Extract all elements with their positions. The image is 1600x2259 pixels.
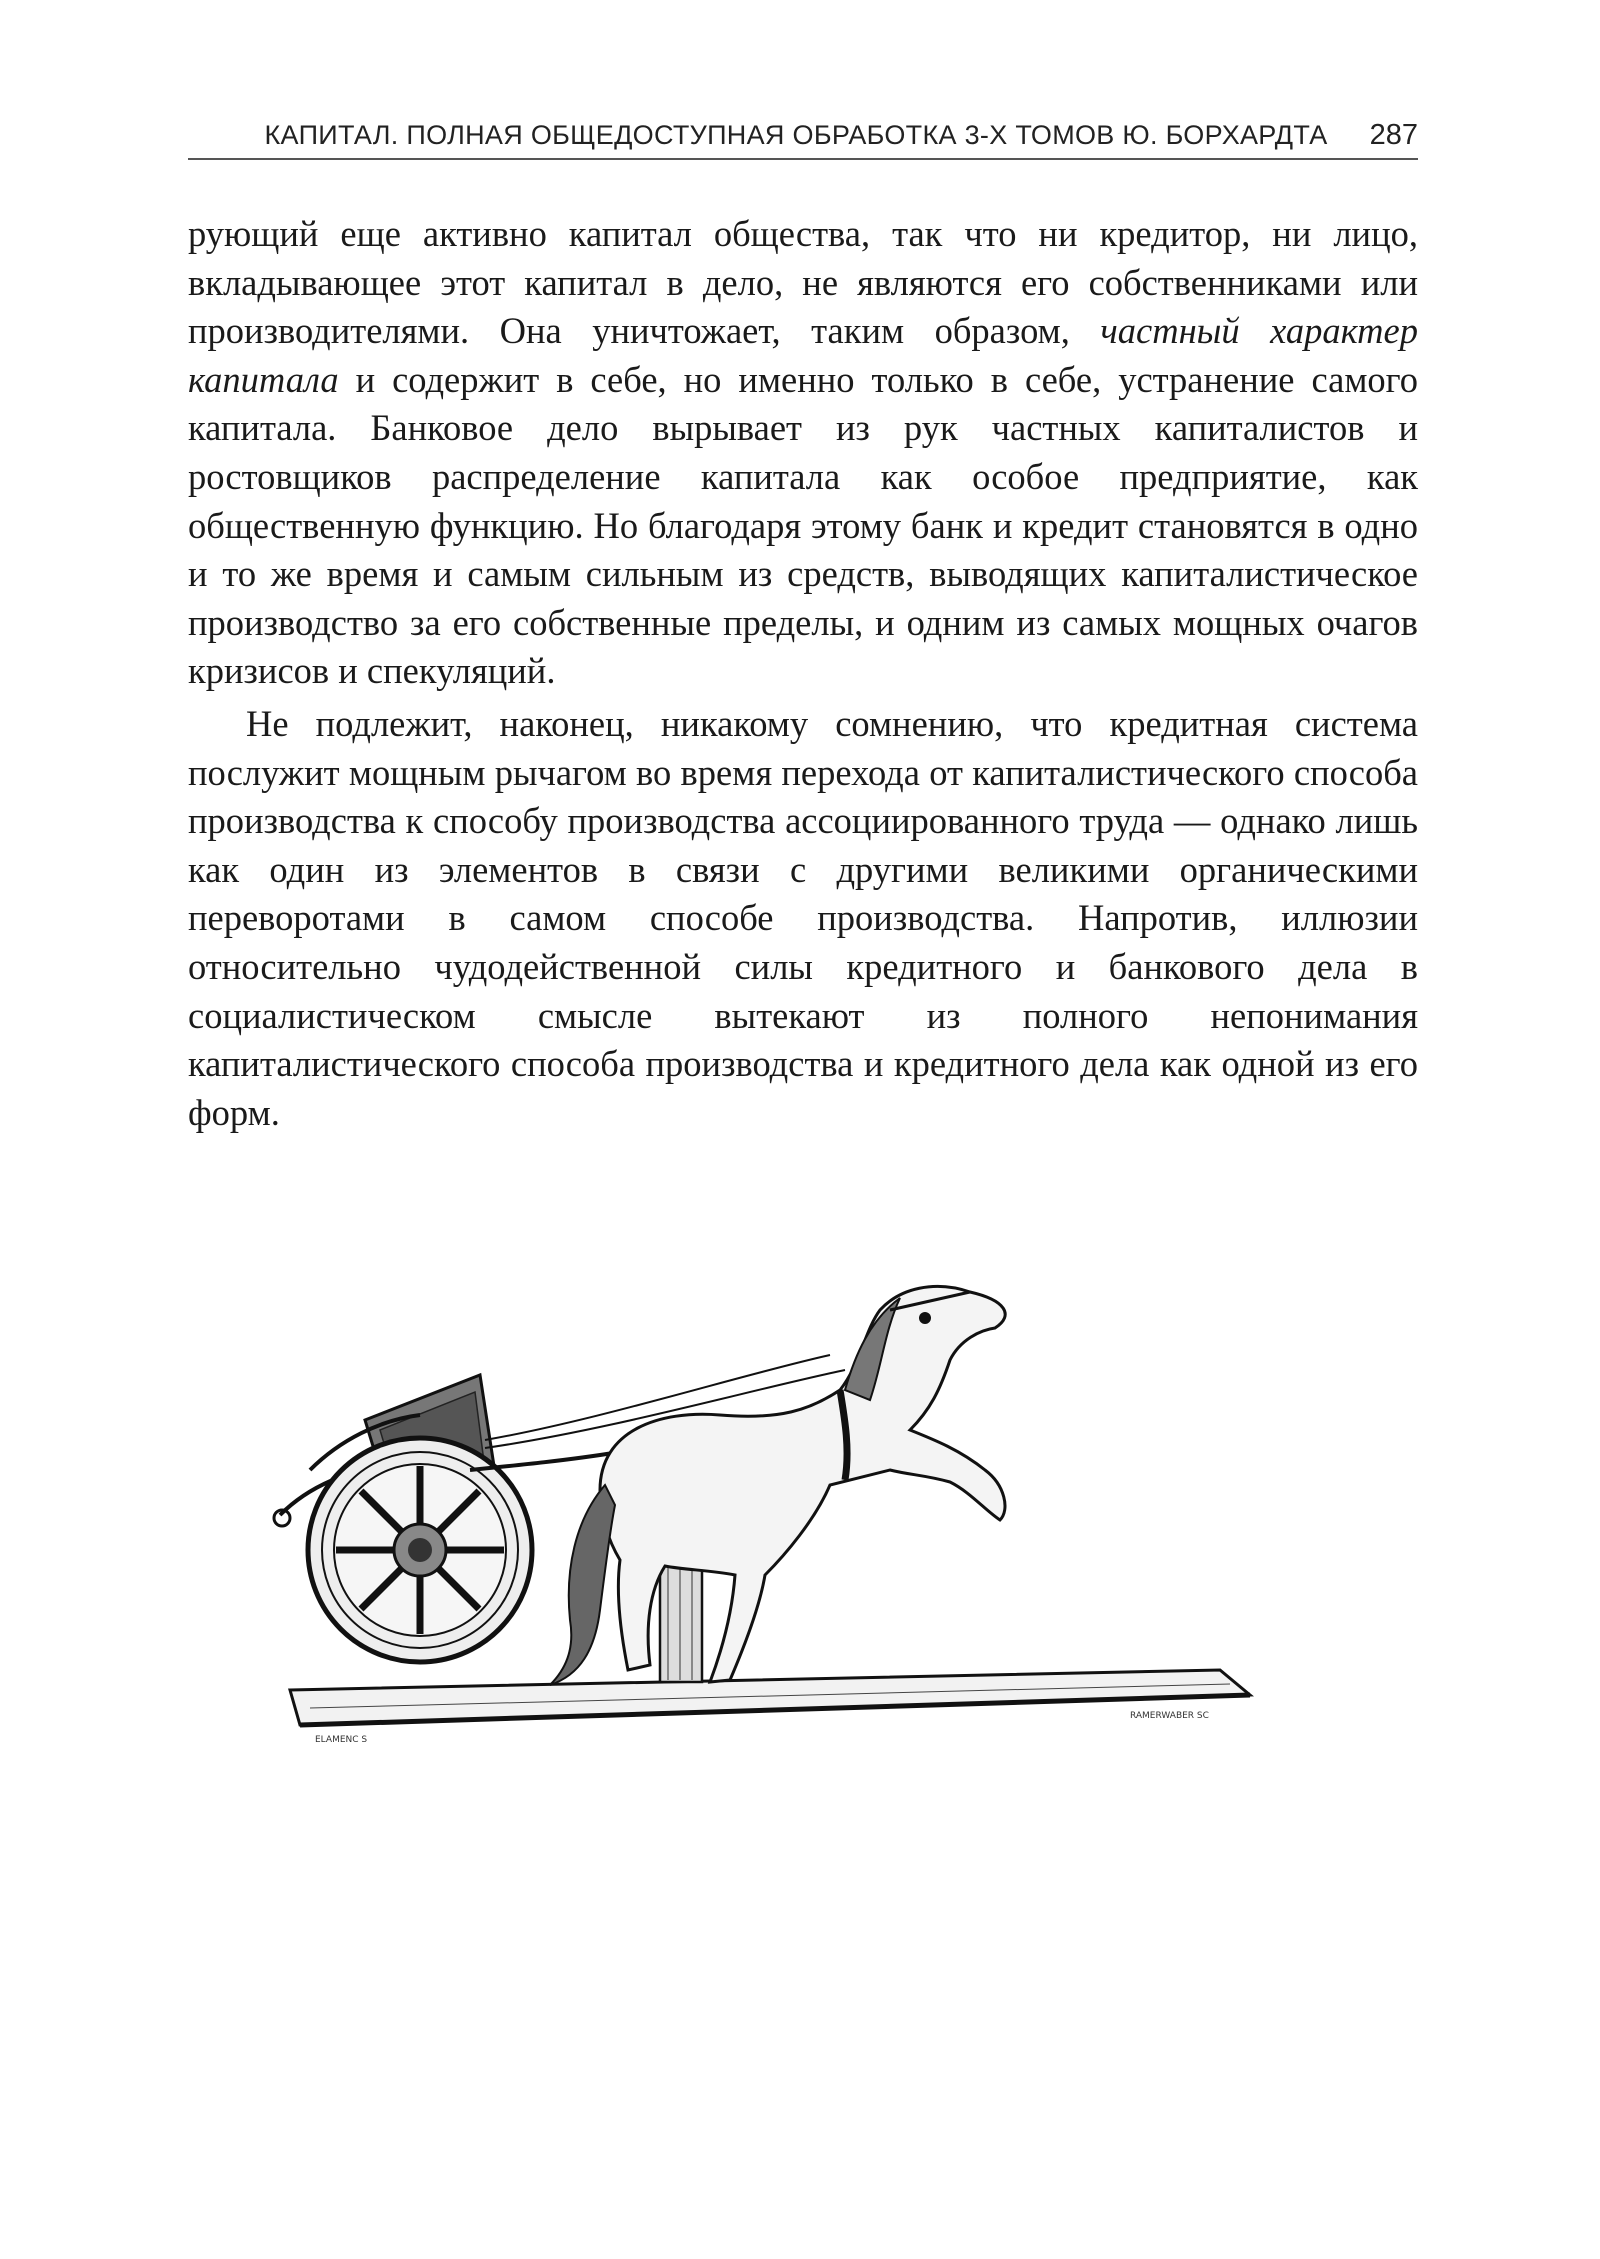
paragraph-1-part-a: рующий еще активно капитал общества, так что ни кредитор, ни лицо, вкладывающее этот капитал в дело, не являются его собственниками или производителями. Она уничтожает, таким образом, xyxy=(188,213,1418,352)
engraver-credit-right: RAMERWABER SC xyxy=(1130,1711,1209,1721)
paragraph-2: Не подлежит, наконец, никакому сомнению, что кредитная система послужит мощным рычагом во время перехода от капиталистического способа производства к способу производства ассоциированного труда — однако лишь как один из элементов в связи с другими великими органическими переворотами в самом способе производства. Напротив, иллюзии относительно чудодейственной силы кредитного и банкового дела в социалистическом смысле вытекают из полного непонимания капиталистического способа производства и кредитного дела как одной из его форм. xyxy=(188,702,1418,1133)
chariot-engraving xyxy=(270,1270,1310,1780)
chariot-illustration xyxy=(270,1270,1310,1780)
chariot-wheel xyxy=(308,1438,532,1662)
engraver-credit-left: ELAMENC S xyxy=(315,1735,368,1745)
paragraph-1-part-b: и содержит в себе, но именно только в себе, устранение самого капитала. Банковое дело вырывает из рук частных капиталистов и ростовщиков распределение капитала как особое предприятие, как общественную функцию. Но благодаря этому банк и кредит становятся в одно и то же время и самым сильным из средств, выводящих капиталистическое производство за его собственные пределы, и одним из самых мощных очагов кризисов и спекуляций. xyxy=(188,358,1418,692)
page-number: 287 xyxy=(1369,118,1418,151)
paragraph-1-italic: частный характер капитала xyxy=(188,310,1418,400)
support-column xyxy=(660,1560,702,1682)
running-title: КАПИТАЛ. ПОЛНАЯ ОБЩЕДОСТУПНАЯ ОБРАБОТКА 3-Х ТОМОВ Ю. БОРХАРДТА xyxy=(264,119,1328,150)
body-text xyxy=(188,210,1418,1137)
running-header xyxy=(188,112,1418,160)
paragraph-1 xyxy=(188,210,1418,696)
